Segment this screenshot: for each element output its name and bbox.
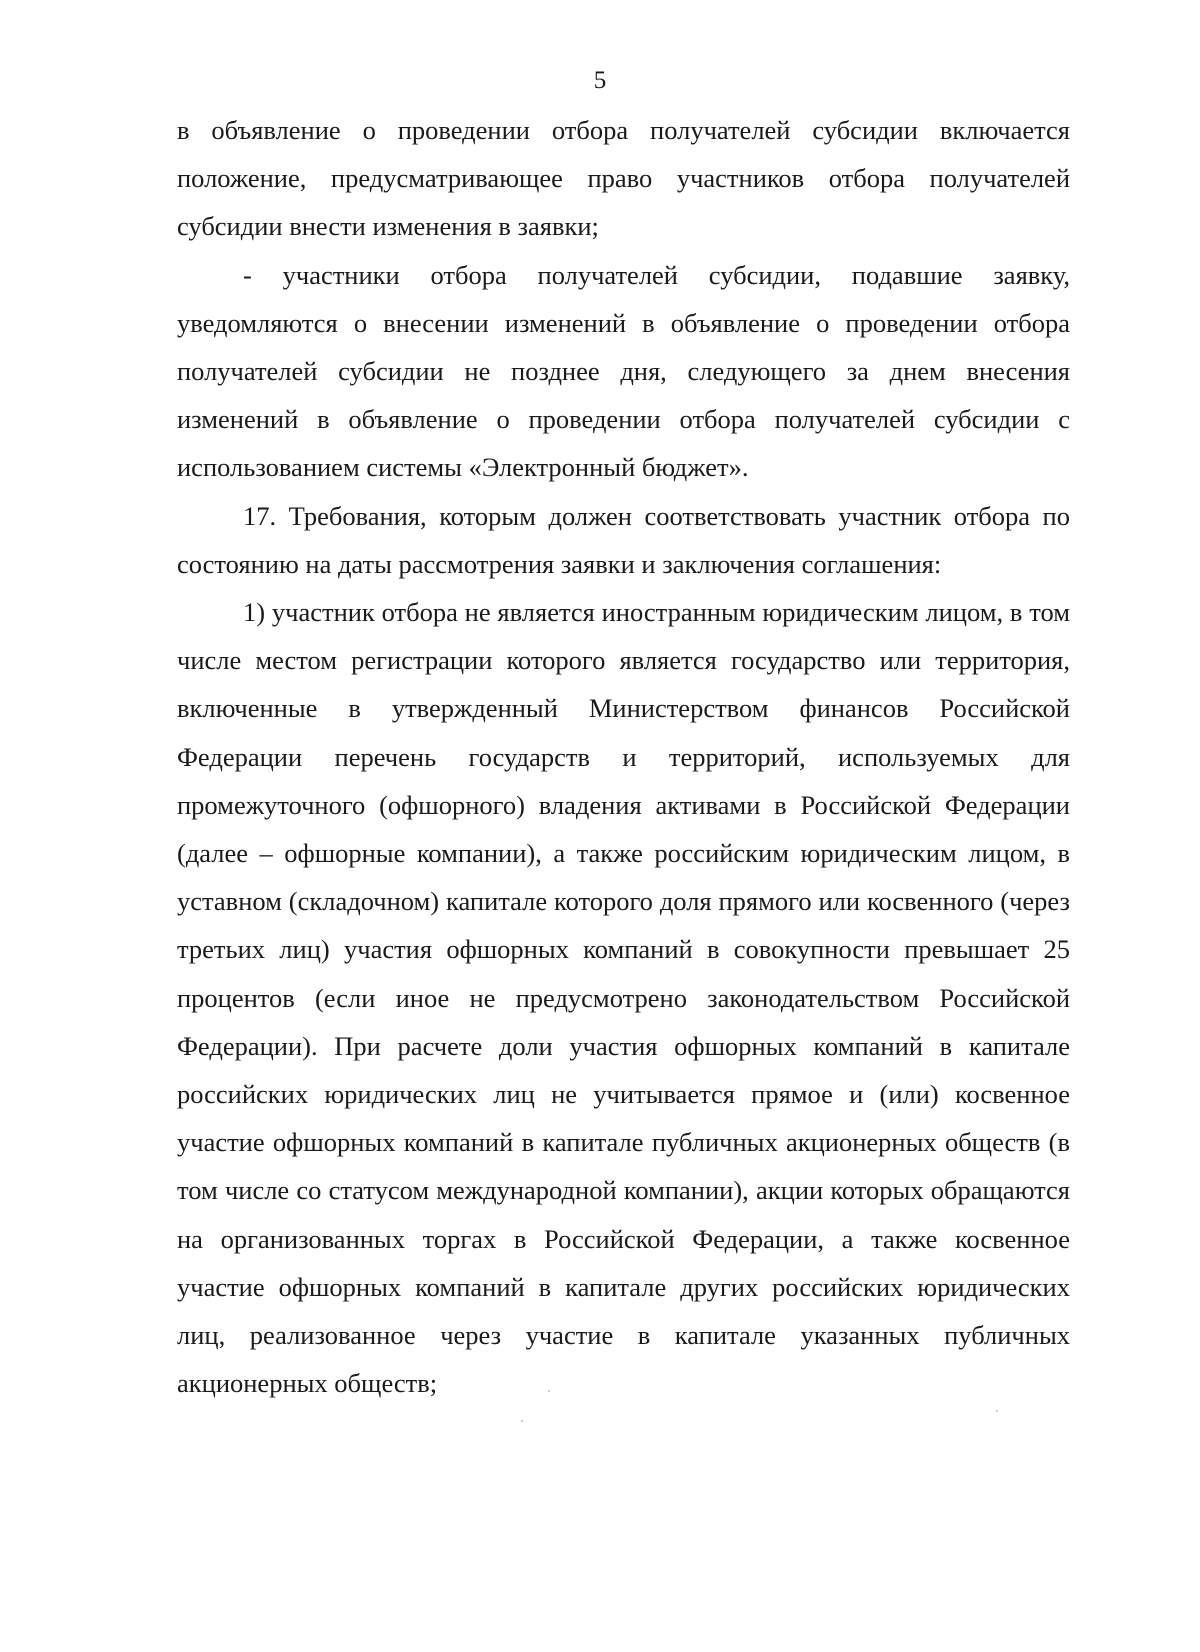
page-number: 5: [593, 67, 607, 94]
scan-speck: [548, 1390, 550, 1392]
paragraph-item-17: 17. Требования, которым должен соответствовать участник отбора по состоянию на даты рассмотрения заявки и заключения соглашения:: [177, 500, 1070, 579]
paragraph-continuation: в объявление о проведении отбора получателей субсидии включается положение, предусматривающее право участников отбора получателей субсидии внести изменения в заявки;: [177, 115, 1070, 242]
scan-speck: [521, 1420, 523, 1422]
document-body: [177, 106, 1070, 1407]
paragraph-notification: - участники отбора получателей субсидии, подавшие заявку, уведомляются о внесении изменений в объявление о проведении отбора получателей субсидии не позднее дня, следующего за днем внесения изменений в объявление о проведении отбора получателей субсидии с использованием системы «Электронный бюджет».: [177, 259, 1070, 483]
scan-speck: [996, 1410, 998, 1412]
paragraph-subitem-1: 1) участник отбора не является иностранным юридическим лицом, в том числе местом регистрации которого является государство или территория, включенные в утвержденный Министерством финансов Российской Федерации перечень государств и территорий, используемых для промежуточного (офшорного) владения активами в Российской Федерации (далее – офшорные компании), а также российским юридическим лицом, в уставном (складочном) капитале которого доля прямого или косвенного (через третьих лиц) участия офшорных компаний в совокупности превышает 25 процентов (если иное не предусмотрено законодательством Российской Федерации). При расчете доли участия офшорных компаний в капитале российских юридических лиц не учитывается прямое и (или) косвенное участие офшорных компаний в капитале публичных акционерных обществ (в том числе со статусом международной компании), акции которых обращаются на организованных торгах в Российской Федерации, а также косвенное участие офшорных компаний в капитале других российских юридических лиц, реализованное через участие в капитале указанных публичных акционерных обществ;: [177, 597, 1070, 1399]
